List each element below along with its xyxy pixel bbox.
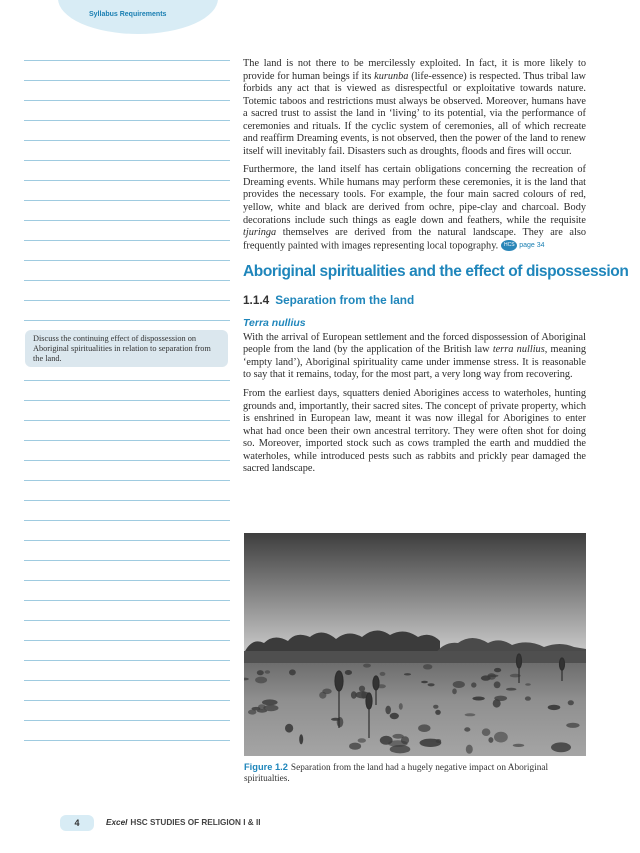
- margin-rule-line: [24, 400, 230, 401]
- figure-caption-text: Separation from the land had a hugely negative impact on Aboriginal spiritualties.: [244, 763, 549, 784]
- margin-rule-line: [24, 80, 230, 81]
- margin-rule-line: [24, 100, 230, 101]
- shrub: [421, 681, 428, 684]
- shrub: [358, 738, 366, 743]
- margin-rule-line: [24, 480, 230, 481]
- footer-brand: Excel: [106, 818, 128, 827]
- shrub: [494, 696, 507, 701]
- subsection-title: Separation from the land: [275, 292, 415, 307]
- landscape-photo: [244, 533, 586, 756]
- margin-rule-line: [24, 60, 230, 61]
- figure-caption: [244, 762, 586, 785]
- paragraph-squatters: From the earliest days, squatters denied Aborigines access to waterholes, hunting grounds and, importantly, their sacred sites. The concept of private property, which is enshrined in European law, meant it was now illegal for Aborigines to enter what had once been their own ancestral territory. They were often shot for doing so. Moreover, imported stock such as cows trampled the earth and muddied the waterholes, while introduced pests such as rabbits and prickly pear damaged the sacred landscape.: [243, 388, 586, 475]
- shrub: [399, 703, 403, 710]
- footer-book-title: HSC STUDIES OF RELIGION I & II: [130, 818, 261, 827]
- margin-rule-line: [24, 660, 230, 661]
- main-column: [243, 58, 629, 482]
- shrub: [494, 732, 508, 743]
- shrub: [255, 677, 267, 684]
- margin-rule-line: [24, 320, 230, 321]
- shrub: [418, 724, 430, 732]
- shrub: [466, 745, 473, 754]
- shrub: [482, 728, 491, 736]
- shrub: [285, 724, 293, 733]
- shrub: [488, 737, 493, 743]
- shrub: [423, 664, 432, 669]
- shrub: [390, 713, 399, 719]
- shrub: [257, 709, 267, 713]
- shrub: [385, 706, 391, 715]
- margin-rule-line: [24, 580, 230, 581]
- shrub: [525, 683, 531, 686]
- shrub: [359, 686, 365, 692]
- margin-rule-line: [24, 240, 230, 241]
- section-label: Syllabus Requirements: [89, 11, 167, 18]
- cross-reference-icon: HCS: [501, 240, 517, 251]
- page-number: 4: [60, 815, 94, 831]
- margin-rule-line: [24, 600, 230, 601]
- margin-rule-line: [24, 220, 230, 221]
- cross-reference-link[interactable]: page 34: [519, 241, 545, 249]
- shrub: [506, 688, 517, 691]
- paragraph-land-obligations-humans: The land is not there to be mercilessly exploited. In fact, it is more likely to provide for human beings if its kurunba (life-essence) is respected. Thus tribal law forbids any act that is viewed as disrespectful or exploitative towards nature. Totemic taboos and restrictions must always be observed. Moreover, humans have a sacred trust to assist the land in ‘living’ to its potential, via the performance of ceremonies and rituals. If the cyclic system of ceremonies, all of which recreate and reaffirm Dreaming events, is not observed, then the power of the land to renew itself will inevitably fail. Disasters such as droughts, floods and fires will occur.: [243, 58, 586, 157]
- shrub: [433, 705, 438, 709]
- term-kurunba: kurunba: [374, 70, 409, 82]
- margin-rule-line: [24, 120, 230, 121]
- shrub: [513, 744, 525, 747]
- shrub: [265, 670, 270, 674]
- footer-title: [106, 818, 261, 827]
- shrub: [404, 673, 411, 675]
- shrub: [262, 699, 278, 705]
- margin-rule-line: [24, 680, 230, 681]
- syllabus-margin-note: Discuss the continuing effect of dispossession on Aboriginal spiritualities in relation to separation from the land.: [25, 330, 228, 367]
- shrub: [299, 734, 303, 744]
- shrub: [392, 734, 403, 739]
- shrub: [472, 697, 484, 701]
- shrub: [289, 669, 296, 675]
- shrub: [453, 681, 465, 688]
- margin-rule-line: [24, 620, 230, 621]
- margin-rule-line: [24, 200, 230, 201]
- shrub: [363, 664, 371, 668]
- shrub: [465, 713, 476, 716]
- shrub: [435, 710, 441, 715]
- shrub: [257, 670, 264, 675]
- margin-rule-line: [24, 460, 230, 461]
- margin-rule-line: [24, 440, 230, 441]
- margin-ruled-lines: [24, 60, 230, 760]
- margin-rule-line: [24, 140, 230, 141]
- topic-heading: Terra nullius: [243, 316, 306, 329]
- figure-label: Figure 1.2: [244, 762, 288, 772]
- shrub: [568, 700, 574, 705]
- shrub: [471, 682, 476, 687]
- shrub: [380, 672, 386, 676]
- shrub: [388, 740, 408, 747]
- shrub: [428, 683, 435, 686]
- subsection-number: 1.1.4: [243, 292, 270, 307]
- section-heading: Aboriginal spiritualities and the effect of dispossession: [243, 262, 629, 280]
- shrub: [494, 668, 501, 672]
- shrub: [464, 727, 470, 731]
- margin-rule-line: [24, 500, 230, 501]
- margin-rule-line: [24, 160, 230, 161]
- margin-rule-line: [24, 280, 230, 281]
- margin-rule-line: [24, 720, 230, 721]
- shrub: [436, 739, 442, 743]
- term-tjuringa: tjuringa: [243, 227, 277, 239]
- paragraph-land-obligations-land: Furthermore, the land itself has certain obligations concerning the recreation of Dreaming events. While humans may perform these ceremonies, it is the land that provides the necessary tools. For example, the four main sacred colours of red, yellow, white and black are derived from ochre, pipe-clay and charcoal. Body decorations include such things as eagle down and feathers, while the requisite tjuringa themselves are derived from the natural landscape. They are also frequently painted with images representing local topography. HCS page 34: [243, 164, 586, 252]
- shrub: [345, 670, 352, 675]
- shrub: [494, 681, 501, 688]
- shrub: [349, 743, 361, 750]
- margin-rule-line: [24, 640, 230, 641]
- term-terra-nullius: terra nullius: [492, 344, 545, 356]
- margin-rule-line: [24, 540, 230, 541]
- shrub: [322, 689, 331, 695]
- subsection-heading: [243, 293, 586, 307]
- shrub: [548, 705, 561, 710]
- margin-rule-line: [24, 180, 230, 181]
- margin-rule-line: [24, 520, 230, 521]
- shrub: [487, 673, 496, 680]
- margin-rule-line: [24, 560, 230, 561]
- margin-rule-line: [24, 740, 230, 741]
- margin-rule-line: [24, 260, 230, 261]
- shrub: [566, 723, 579, 728]
- margin-rule-line: [24, 300, 230, 301]
- margin-rule-line: [24, 420, 230, 421]
- shrub: [452, 688, 457, 694]
- paragraph-terra-nullius: With the arrival of European settlement and the forced dispossession of Aboriginal people from the land (by the application of the British law terra nullius, meaning ‘empty land’), Aboriginal spirituality came under immense stress. It is reasonable to say that it remains, today, for the most part, a very long way from recovering.: [243, 331, 587, 381]
- shrub: [551, 742, 571, 752]
- shrub: [525, 696, 531, 700]
- margin-rule-line: [24, 700, 230, 701]
- margin-rule-line: [24, 380, 230, 381]
